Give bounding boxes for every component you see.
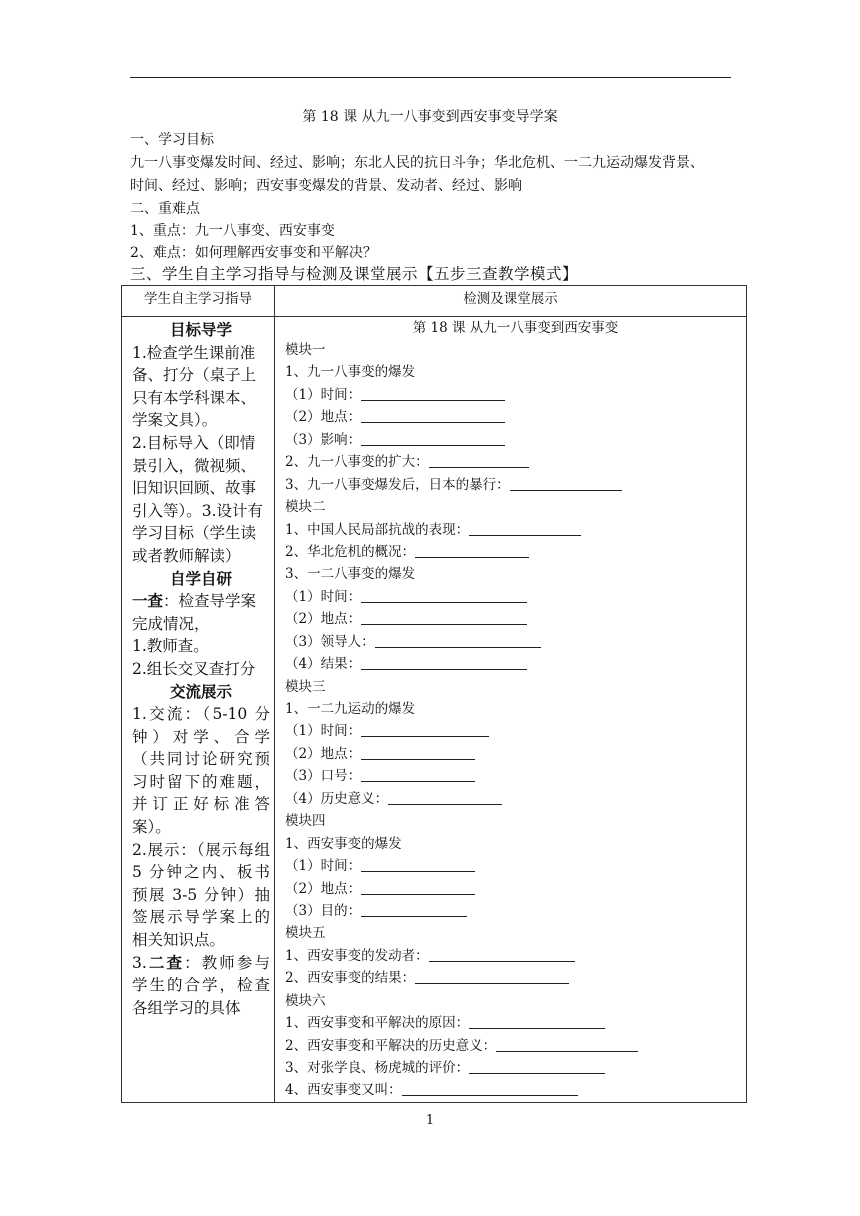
exercise-row <box>285 1079 746 1101</box>
check-two-label: 二查 <box>146 952 185 972</box>
exercise-row <box>285 496 746 518</box>
check-item-1: 1.教师查。 <box>132 637 209 656</box>
exercise-row <box>285 519 746 541</box>
guidance-column <box>122 317 275 1103</box>
exercise-row-text: （1）时间： <box>285 386 362 403</box>
answer-blank[interactable] <box>361 408 505 423</box>
exercise-row-text: 1、九一八事变的爆发 <box>285 364 416 381</box>
exercise-row <box>285 384 746 406</box>
heading-self-study: 自学自研 <box>169 568 232 588</box>
answer-blank[interactable] <box>361 588 527 603</box>
answer-blank[interactable] <box>469 1059 605 1074</box>
check-one-label: 一查 <box>132 591 164 611</box>
exercise-row-text: 模块一 <box>285 342 326 358</box>
guide-para-1: 1.检查学生课前准备、打分（桌子上只有本学科课本、学案文具）。 <box>132 343 257 430</box>
exchange-para-3-text: ：教师参与学生的合学，检查各组学习的具体 <box>132 953 270 1017</box>
answer-blank[interactable] <box>361 386 505 401</box>
exercise-row <box>285 1012 746 1034</box>
answer-blank[interactable] <box>496 1037 638 1052</box>
answer-blank[interactable] <box>361 655 527 670</box>
check-one-text: ：检查导学案完成情况， <box>132 592 257 633</box>
exercise-row <box>285 653 746 675</box>
exercise-row-text: 模块三 <box>285 678 326 695</box>
exercise-row-text: 4、西安事变又叫： <box>285 1082 402 1099</box>
answer-blank[interactable] <box>415 969 569 984</box>
exercise-row <box>285 855 746 877</box>
exercise-row-text: 2、华北危机的概况： <box>285 543 416 560</box>
exercise-row <box>285 810 746 832</box>
exchange-para-1: 1.交流：（5-10 分钟）对学、合学（共同讨论研究预习时留下的难题，并订正好标准答案）。 <box>132 705 270 837</box>
col1-header: 学生自主学习指导 <box>122 286 275 317</box>
answer-blank[interactable] <box>361 745 475 760</box>
heading-goal-guide: 目标导学 <box>169 320 232 339</box>
section2-line1: 1、重点：九一八事变、西安事变 <box>130 223 335 239</box>
exercise-row <box>285 878 746 900</box>
exchange-para-3-num: 3. <box>132 953 147 972</box>
exercise-row <box>285 451 746 473</box>
exercise-row <box>285 586 746 608</box>
answer-blank[interactable] <box>361 902 467 917</box>
exercise-row <box>285 339 746 361</box>
check-item-2: 2.组长交叉查打分 <box>132 659 256 678</box>
exchange-para-3 <box>132 952 270 1020</box>
section3-title: 三、学生自主学习指导与检测及课堂展示【五步三查教学模式】 <box>130 265 579 283</box>
page-number: 1 <box>425 1113 435 1128</box>
exercise-row <box>285 765 746 787</box>
exercise-row-text: （3）影响： <box>285 431 362 448</box>
exercise-row-text: 1、西安事变的发动者： <box>285 947 429 964</box>
exercise-row-text: 1、中国人民局部抗战的表现： <box>285 521 470 538</box>
exercise-row-text: 3、九一八事变爆发后，日本的暴行： <box>285 476 510 493</box>
exercise-row-text: 1、西安事变和平解决的原因： <box>285 1015 470 1032</box>
exercise-column <box>275 317 747 1103</box>
section1-title: 一、学习目标 <box>130 132 214 148</box>
exercise-row <box>285 922 746 944</box>
answer-blank[interactable] <box>469 521 581 536</box>
exercise-row-text: 1、西安事变的爆发 <box>285 835 402 852</box>
exercise-row <box>285 990 746 1012</box>
section2-title: 二、重难点 <box>130 201 200 217</box>
answer-blank[interactable] <box>361 880 475 895</box>
check-one <box>132 590 270 635</box>
exercise-row-text: 模块四 <box>285 813 326 830</box>
exercise-row-text: （3）口号： <box>285 768 362 785</box>
exercise-row <box>285 563 746 585</box>
exercise-row-text: （4）结果： <box>285 656 362 673</box>
answer-blank[interactable] <box>375 633 541 648</box>
exercise-row-text: （1）时间： <box>285 723 362 740</box>
exercise-row <box>285 474 746 496</box>
guide-para-2: 2.目标导入（即情景引入，微视频、旧知识回顾、故事引入等）。3.设计有学习目标（学生读或者教师解读） <box>132 433 264 565</box>
exercise-row <box>285 429 746 451</box>
exercise-row <box>285 900 746 922</box>
exercise-row <box>285 608 746 630</box>
exercise-row-text: 2、西安事变和平解决的历史意义： <box>285 1037 497 1054</box>
exercise-row <box>285 698 746 720</box>
exercise-row-text: 2、九一八事变的扩大： <box>285 454 429 471</box>
exercise-row <box>285 676 746 698</box>
answer-blank[interactable] <box>510 476 622 491</box>
answer-blank[interactable] <box>429 947 575 962</box>
exercise-rows <box>285 339 746 1102</box>
exercise-row <box>285 788 746 810</box>
exercise-row <box>285 720 746 742</box>
exchange-para-2: 2.展示：（展示每组 5 分钟之内、板书预展 3-5 分钟）抽签展示导学案上的相关知识点。 <box>132 840 270 950</box>
exercise-row <box>285 541 746 563</box>
heading-exchange: 交流展示 <box>169 681 232 701</box>
exercise-row-text: （3）领导人： <box>285 633 375 650</box>
exercise-row <box>285 631 746 653</box>
section2-line2: 2、难点：如何理解西安事变和平解决？ <box>130 245 377 261</box>
exercise-row-text: 模块五 <box>285 925 326 942</box>
exercise-row-text: 2、西安事变的结果： <box>285 970 416 987</box>
col2-header: 检测及课堂展示 <box>275 286 747 317</box>
exercise-row-text: （2）地点： <box>285 409 362 426</box>
answer-blank[interactable] <box>361 722 489 737</box>
answer-blank[interactable] <box>361 767 475 782</box>
answer-blank[interactable] <box>402 1081 578 1096</box>
exercise-row <box>285 743 746 765</box>
answer-blank[interactable] <box>361 610 527 625</box>
exercise-row-text: （1）时间： <box>285 588 362 605</box>
answer-blank[interactable] <box>361 857 475 872</box>
exercise-row-text: 3、对张学良、杨虎城的评价： <box>285 1060 470 1076</box>
exercise-row-text: 1、一二九运动的爆发 <box>285 701 416 717</box>
document-title: 第 18 课 从九一八事变到西安事变导学案 <box>302 109 558 125</box>
exercise-row-text: 模块六 <box>285 992 326 1009</box>
exercise-row <box>285 1057 746 1079</box>
answer-blank[interactable] <box>388 790 502 805</box>
section1-line2: 时间、经过、影响；西安事变爆发的背景、发动者、经过、影响 <box>130 178 522 194</box>
exercise-row-text: （2）地点： <box>285 880 362 897</box>
exercise-row-text: 模块二 <box>285 499 326 516</box>
exercise-row <box>285 945 746 967</box>
section1-line1: 九一八事变爆发时间、经过、影响；东北人民的抗日斗争；华北危机、一二九运动爆发背景、 <box>130 155 704 171</box>
exercise-row <box>285 833 746 855</box>
header-rule <box>130 77 731 78</box>
answer-blank[interactable] <box>415 543 529 558</box>
answer-blank[interactable] <box>469 1014 605 1029</box>
exercise-row-text: 3、一二八事变的爆发 <box>285 566 416 583</box>
answer-blank[interactable] <box>361 431 505 446</box>
exercise-row <box>285 361 746 383</box>
lesson-table <box>121 285 747 1103</box>
exercise-title: 第 18 课 从九一八事变到西安事变 <box>412 320 619 336</box>
exercise-row-text: （1）时间： <box>285 858 362 875</box>
exercise-row-text: （2）地点： <box>285 745 362 762</box>
exercise-row <box>285 967 746 989</box>
exercise-row <box>285 406 746 428</box>
exercise-row-text: （4）历史意义： <box>285 790 389 807</box>
answer-blank[interactable] <box>429 453 529 468</box>
exercise-row-text: （3）目的： <box>285 902 362 919</box>
exercise-row <box>285 1035 746 1057</box>
exercise-row-text: （2）地点： <box>285 611 362 628</box>
